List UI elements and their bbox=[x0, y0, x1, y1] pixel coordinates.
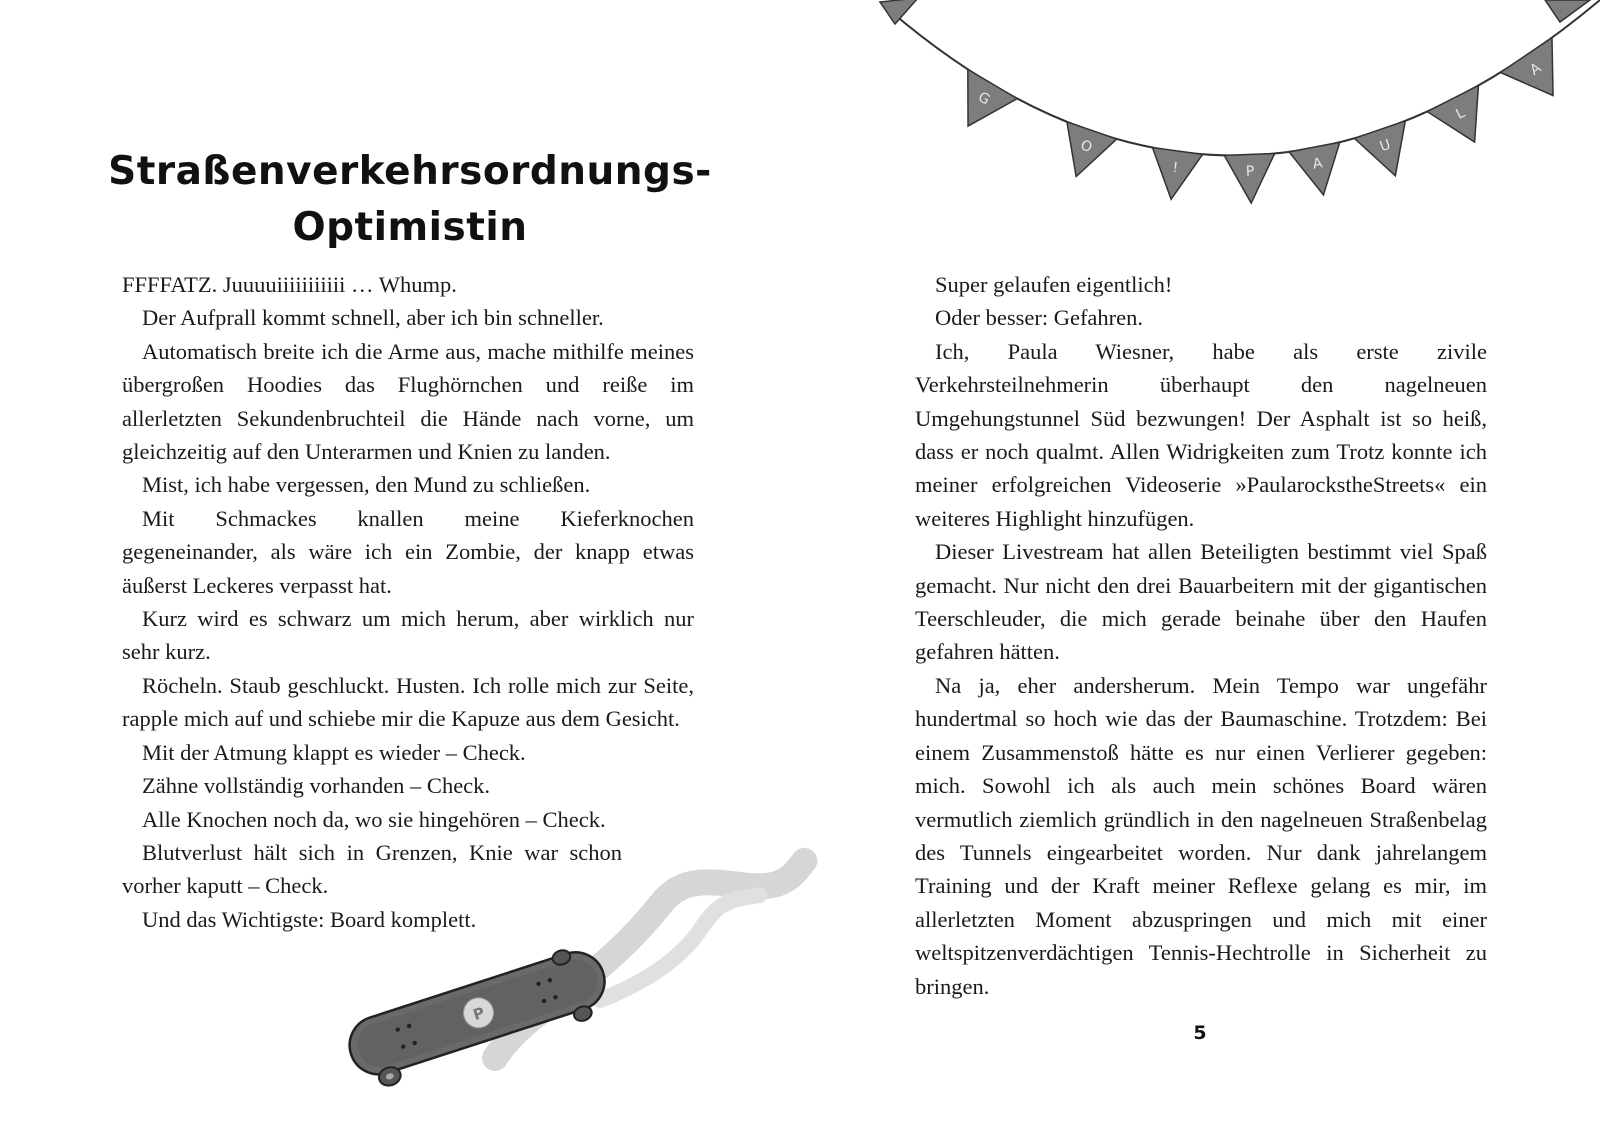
skateboard-illustration bbox=[341, 940, 617, 1094]
svg-text:P: P bbox=[470, 1003, 487, 1025]
bunting-flag bbox=[1427, 85, 1478, 142]
bunting-flag-letter: G bbox=[975, 89, 993, 109]
paragraph: Na ja, eher andersherum. Mein Tempo war ungefähr hundertmal so hoch wie das der Baumaschine. Trotzdem: Bei einem Zusammenstoß hätte es nur einen Verlierer gegeben: mich. Sowohl ich als auch mein schönes Board wären vermutlich ziemlich gründlich in den nagelneuen Straßenbelag des Tunnels eingearbeitet worden. Nur dank jahrelangem Training und der Kraft meiner Reflexe gelang es mir, im allerletzten Moment abzuspringen und mich mit einer weltspitzenverdächtigen Tennis-Hechtrolle in Sicherheit zu bringen. bbox=[915, 672, 1487, 999]
bunting-flag bbox=[1152, 148, 1202, 200]
bunting-flag-top-1 bbox=[880, 0, 918, 24]
paragraph: Automatisch breite ich die Arme aus, mache mithilfe meines übergroßen Hoodies das Flughörnchen und reiße im allerletzten Sekundenbruchteil die Hände nach vorne, um gleichzeitig auf den Unterarmen und Knien zu landen. bbox=[122, 338, 694, 465]
paragraph: Dieser Livestream hat allen Beteiligten bestimmt viel Spaß gemacht. Nur nicht den drei Bauarbeitern mit der gigantischen Teerschleuder, die mich gerade beinahe über den Haufen gefahren hätten. bbox=[915, 539, 1487, 665]
paragraph: Und das Wichtigste: Board komplett. bbox=[142, 906, 477, 932]
bunting-flag-letter: O bbox=[1078, 137, 1095, 157]
paragraph: Mit Schmackes knallen meine Kieferknochen gegeneinander, als wäre ich ein Zombie, der knapp etwas äußerst Leckeres verpasst hat. bbox=[122, 505, 694, 598]
chapter-title-line-2: Optimistin bbox=[292, 205, 528, 251]
bunting-flag bbox=[1500, 38, 1553, 96]
bunting-flag bbox=[1067, 122, 1117, 177]
paragraph: Ich, Paula Wiesner, habe als erste zivile Verkehrsteilnehmerin überhaupt den nagelneuen Umgehungstunnel Süd bezwungen! Der Asphalt ist so heiß, dass er noch qualmt. Allen Widrigkeiten zum Trotz konnte ich meiner erfolgreichen Videoserie »PaularockstheStreets« ein weiteres Highlight hinzufügen. bbox=[915, 338, 1487, 531]
paragraph: Super gelaufen eigentlich! bbox=[935, 272, 1173, 297]
paragraph: Mit der Atmung klappt es wieder – Check. bbox=[142, 739, 526, 765]
paragraph: Blutverlust hält sich in Grenzen, Knie war schon vorher kaputt – Check. bbox=[122, 839, 622, 899]
right-text-column bbox=[915, 268, 1487, 1003]
chapter-title-line-1: Straßenverkehrsordnungs- bbox=[108, 149, 712, 195]
paragraph: FFFFATZ. Juuuuiiiiiiiiiii … Whump. bbox=[122, 272, 457, 297]
chapter-title bbox=[100, 144, 720, 256]
paragraph: Der Aufprall kommt schnell, aber ich bin schneller. bbox=[142, 305, 604, 331]
bunting-string bbox=[880, 0, 1600, 156]
left-text-column bbox=[122, 268, 694, 936]
paragraph: Oder besser: Gefahren. bbox=[935, 305, 1144, 331]
bunting-flag-letter: L bbox=[1453, 105, 1468, 123]
paragraph: Mist, ich habe vergessen, den Mund zu schließen. bbox=[142, 472, 591, 498]
page-number: 5 bbox=[1193, 1022, 1207, 1044]
bunting-flag-letter: ! bbox=[1171, 159, 1180, 177]
bunting-garland bbox=[880, 0, 1600, 203]
paragraph: Zähne vollständig vorhanden – Check. bbox=[142, 773, 491, 799]
paragraph: Röcheln. Staub geschluckt. Husten. Ich rolle mich zur Seite, rapple mich auf und schiebe mir die Kapuze aus dem Gesicht. bbox=[122, 672, 694, 732]
bunting-flag-letter: A bbox=[1311, 155, 1324, 173]
paragraph: Alle Knochen noch da, wo sie hingehören – Check. bbox=[142, 806, 606, 832]
bunting-flag-letter: U bbox=[1377, 136, 1393, 156]
bunting-flag-letter: A bbox=[1527, 60, 1545, 79]
bunting-flag-letter: P bbox=[1245, 163, 1255, 180]
bunting-flag-top-2 bbox=[1545, 0, 1590, 22]
bunting-flag bbox=[968, 69, 1017, 126]
paragraph: Kurz wird es schwarz um mich herum, aber wirklich nur sehr kurz. bbox=[122, 606, 694, 665]
